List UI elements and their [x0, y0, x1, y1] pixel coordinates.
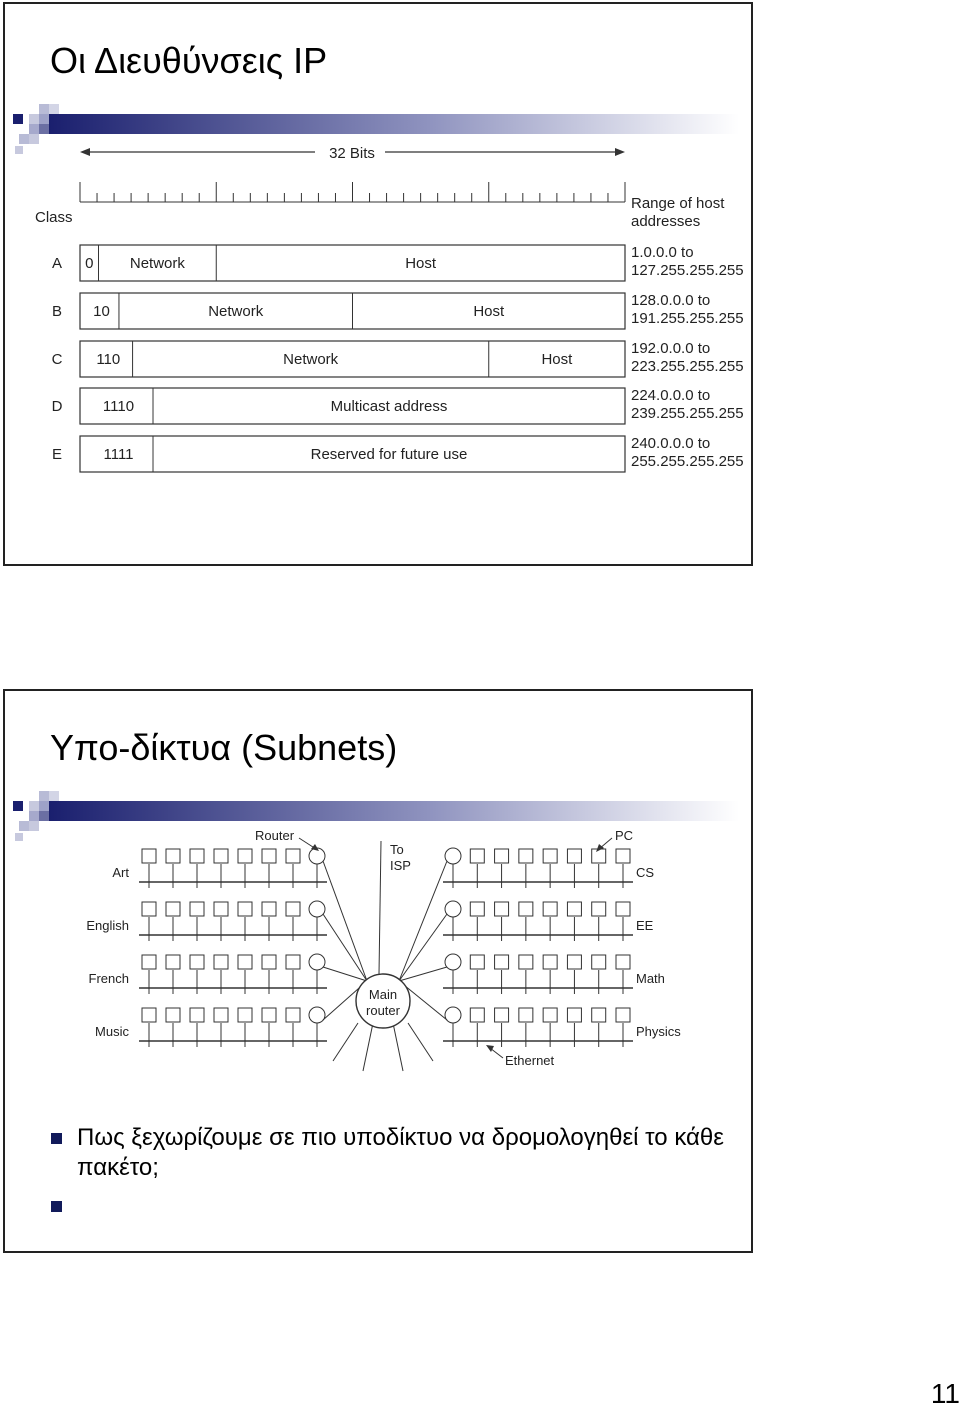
arrow-head-right-icon: [615, 148, 625, 156]
range-header-line: Range of host: [631, 195, 725, 212]
range-line: 239.255.255.255: [631, 405, 744, 422]
prefix-bits: 1111: [103, 446, 134, 463]
range-line: 1.0.0.0 to: [631, 244, 694, 261]
router-link: [399, 967, 447, 981]
pc-icon: [543, 902, 557, 916]
pc-icon: [567, 1008, 581, 1022]
slide-title: Οι Διευθύνσεις IP: [50, 40, 328, 81]
lan-label: Physics: [636, 1024, 681, 1039]
router-icon: [309, 1007, 325, 1023]
pc-icon: [214, 1008, 228, 1022]
network-field-label: Network: [283, 351, 339, 368]
pc-icon: [543, 955, 557, 969]
bullet-item: [51, 1191, 741, 1221]
range-line: 224.0.0.0 to: [631, 387, 711, 404]
pc-icon: [286, 955, 300, 969]
main-router-label: Main: [368, 987, 398, 1002]
prefix-bits: 10: [93, 303, 110, 320]
bullet-text: Πως ξεχωρίζουμε σε πιο υποδίκτυο να δρομολογηθεί το κάθε πακέτο;: [77, 1124, 724, 1181]
pc-icon: [190, 902, 204, 916]
range-line: 127.255.255.255: [631, 262, 744, 279]
pc-callout-label: PC: [615, 828, 634, 843]
pc-icon: [470, 1008, 484, 1022]
pc-icon: [495, 849, 509, 863]
pc-icon: [238, 902, 252, 916]
pc-icon: [616, 849, 630, 863]
router-icon: [445, 901, 461, 917]
class-letter: E: [51, 446, 63, 463]
pc-icon: [142, 1008, 156, 1022]
pc-icon: [470, 849, 484, 863]
field-label: Multicast address: [330, 398, 448, 415]
router-icon: [309, 901, 325, 917]
class-row-c: [52, 340, 744, 377]
pc-icon: [519, 955, 533, 969]
lan-ee: [443, 901, 654, 941]
field-label: Reserved for future use: [310, 446, 468, 463]
lan-label: Art: [112, 865, 129, 880]
range-line: 223.255.255.255: [631, 358, 744, 375]
router-icon: [445, 848, 461, 864]
pc-icon: [543, 1008, 557, 1022]
isp-label: To: [390, 842, 404, 857]
pc-icon: [166, 1008, 180, 1022]
pc-icon: [616, 1008, 630, 1022]
pc-icon: [238, 1008, 252, 1022]
router-callout-label: Router: [255, 828, 295, 843]
router-icon: [445, 954, 461, 970]
lan-physics: [443, 1007, 681, 1047]
pc-icon: [592, 955, 606, 969]
lan-label: CS: [636, 865, 655, 880]
range-line: 255.255.255.255: [631, 453, 744, 470]
bullet-list: [51, 1123, 741, 1229]
pc-icon: [238, 955, 252, 969]
width-label: 32 Bits: [329, 145, 375, 162]
pc-icon: [142, 849, 156, 863]
router-icon: [309, 954, 325, 970]
pc-icon: [190, 849, 204, 863]
pc-icon: [470, 902, 484, 916]
pc-icon: [286, 902, 300, 916]
pc-icon: [592, 849, 606, 863]
router-link: [393, 1023, 403, 1071]
arrow-head-left-icon: [80, 148, 90, 156]
pc-icon: [166, 849, 180, 863]
lan-label: EE: [636, 918, 654, 933]
pc-icon: [214, 955, 228, 969]
router-link: [408, 1023, 433, 1061]
pc-icon: [616, 955, 630, 969]
pc-icon: [470, 955, 484, 969]
page-number: 11: [930, 1378, 960, 1409]
class-letter: C: [51, 351, 63, 368]
slide-ip-addresses: [3, 2, 753, 566]
prefix-bits: 1110: [102, 398, 135, 415]
pc-icon: [262, 902, 276, 916]
network-field-label: Network: [208, 303, 264, 320]
lan-label: Music: [95, 1024, 129, 1039]
prefix-bits: 0: [85, 255, 94, 272]
pc-icon: [142, 902, 156, 916]
host-field-label: Host: [473, 303, 505, 320]
pc-icon: [519, 902, 533, 916]
ip-address-classes-figure: [5, 4, 753, 564]
range-header-line: addresses: [631, 213, 701, 230]
class-letter: D: [51, 398, 63, 415]
class-row-b: [52, 292, 744, 329]
lan-french: [89, 954, 327, 994]
callout-arrow-icon: [486, 1045, 494, 1052]
range-line: 240.0.0.0 to: [631, 435, 711, 452]
class-letter: B: [51, 303, 63, 320]
host-field-label: Host: [405, 255, 437, 272]
pc-icon: [262, 955, 276, 969]
ethernet-callout-label: Ethernet: [505, 1053, 555, 1068]
pc-icon: [495, 1008, 509, 1022]
lan-label: Math: [636, 971, 665, 986]
class-row-d: [52, 387, 744, 424]
class-letter: A: [51, 255, 63, 272]
lan-art: [112, 848, 327, 888]
lan-label: English: [86, 918, 129, 933]
pc-icon: [592, 902, 606, 916]
lan-english: [86, 901, 327, 941]
router-link: [323, 914, 367, 981]
pc-icon: [262, 1008, 276, 1022]
pc-icon: [495, 955, 509, 969]
pc-icon: [567, 902, 581, 916]
range-line: 128.0.0.0 to: [631, 292, 711, 309]
pc-icon: [286, 849, 300, 863]
host-field-label: Host: [541, 351, 573, 368]
pc-icon: [519, 849, 533, 863]
isp-label: ISP: [390, 858, 411, 873]
pc-icon: [543, 849, 557, 863]
range-line: 192.0.0.0 to: [631, 340, 711, 357]
pc-icon: [262, 849, 276, 863]
router-link: [323, 967, 367, 981]
main-router-label: router: [366, 1003, 400, 1018]
isp-link: [379, 841, 381, 974]
class-row-e: [52, 435, 744, 472]
slide-subnets: [3, 689, 753, 1253]
pc-icon: [142, 955, 156, 969]
router-link: [323, 861, 367, 981]
pc-icon: [166, 955, 180, 969]
pc-icon: [567, 849, 581, 863]
router-icon: [445, 1007, 461, 1023]
slide-title: Υπο-δίκτυα (Subnets): [50, 727, 398, 768]
lan-math: [443, 954, 665, 994]
pc-icon: [190, 1008, 204, 1022]
pc-icon: [166, 902, 180, 916]
square-bullet-icon: [51, 1133, 62, 1144]
pc-icon: [592, 1008, 606, 1022]
prefix-bits: 110: [96, 351, 121, 368]
pc-icon: [190, 955, 204, 969]
class-header: Class: [35, 209, 73, 226]
router-link: [399, 914, 447, 981]
pc-icon: [616, 902, 630, 916]
lan-cs: [443, 848, 654, 888]
router-link: [363, 1023, 373, 1071]
pc-icon: [567, 955, 581, 969]
lan-music: [95, 1007, 327, 1047]
router-link: [333, 1023, 358, 1061]
pc-icon: [495, 902, 509, 916]
lan-label: French: [88, 971, 129, 986]
pc-icon: [286, 1008, 300, 1022]
pc-icon: [214, 849, 228, 863]
network-field-label: Network: [129, 255, 185, 272]
router-link: [399, 861, 447, 981]
pc-icon: [519, 1008, 533, 1022]
bullet-item: [51, 1123, 741, 1183]
class-row-a: [52, 244, 744, 281]
pc-icon: [238, 849, 252, 863]
range-line: 191.255.255.255: [631, 310, 744, 327]
square-bullet-icon: [51, 1201, 62, 1212]
pc-icon: [214, 902, 228, 916]
